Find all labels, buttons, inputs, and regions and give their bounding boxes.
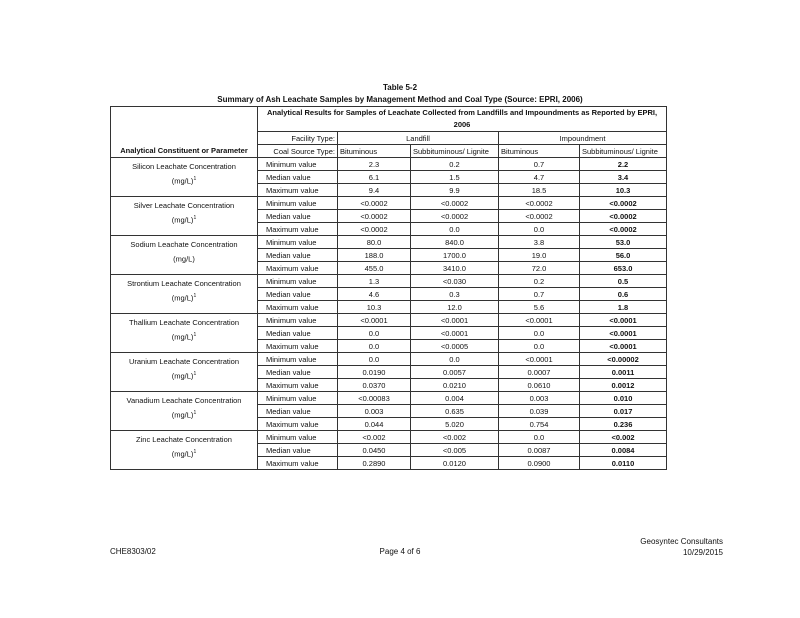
statistic-label: Maximum value bbox=[258, 340, 338, 353]
unit-text: (mg/L) bbox=[171, 176, 194, 186]
value-cell: 4.6 bbox=[338, 288, 411, 301]
value-cell: <0.0001 bbox=[580, 327, 667, 340]
value-cell: 0.003 bbox=[499, 392, 580, 405]
value-cell: 0.004 bbox=[411, 392, 499, 405]
statistic-label: Minimum value bbox=[258, 353, 338, 366]
value-cell: 0.0 bbox=[338, 340, 411, 353]
coal-source-label: Coal Source Type: bbox=[258, 145, 338, 158]
statistic-label: Median value bbox=[258, 444, 338, 457]
value-cell: <0.0002 bbox=[580, 197, 667, 210]
value-cell: <0.0002 bbox=[580, 210, 667, 223]
value-cell: 80.0 bbox=[338, 236, 411, 249]
value-cell: 0.754 bbox=[499, 418, 580, 431]
parameter-unit bbox=[113, 368, 255, 383]
value-cell: <0.0002 bbox=[411, 197, 499, 210]
value-cell: 10.3 bbox=[580, 184, 667, 197]
value-cell: 0.5 bbox=[580, 275, 667, 288]
value-cell: <0.0001 bbox=[411, 327, 499, 340]
statistic-label: Maximum value bbox=[258, 223, 338, 236]
value-cell: 0.0 bbox=[338, 353, 411, 366]
value-cell: 0.0084 bbox=[580, 444, 667, 457]
statistic-label: Minimum value bbox=[258, 158, 338, 171]
report-date: 10/29/2015 bbox=[682, 548, 723, 557]
value-cell: <0.0001 bbox=[580, 314, 667, 327]
value-cell: 0.0 bbox=[411, 223, 499, 236]
value-cell: 19.0 bbox=[499, 249, 580, 262]
statistic-label: Median value bbox=[258, 405, 338, 418]
value-cell: 0.0120 bbox=[411, 457, 499, 470]
value-cell: 4.7 bbox=[499, 171, 580, 184]
value-cell: 0.236 bbox=[580, 418, 667, 431]
value-cell: 0.0012 bbox=[580, 379, 667, 392]
value-cell: 0.7 bbox=[499, 288, 580, 301]
value-cell: <0.0001 bbox=[580, 340, 667, 353]
parameter-unit bbox=[113, 290, 255, 305]
unit-text: (mg/L) bbox=[171, 410, 194, 420]
value-cell: 0.2890 bbox=[338, 457, 411, 470]
value-cell: 5.6 bbox=[499, 301, 580, 314]
parameter-name: Vanadium Leachate Concentration bbox=[126, 396, 242, 405]
value-cell: 0.0 bbox=[499, 431, 580, 444]
statistic-label: Maximum value bbox=[258, 184, 338, 197]
value-cell: <0.0001 bbox=[499, 314, 580, 327]
document-id: CHE8303/02 bbox=[110, 547, 156, 556]
value-cell: 1700.0 bbox=[411, 249, 499, 262]
value-cell: <0.00083 bbox=[338, 392, 411, 405]
unit-text: (mg/L) bbox=[171, 371, 194, 381]
value-cell: 0.0 bbox=[499, 327, 580, 340]
unit-text: (mg/L) bbox=[171, 293, 194, 303]
value-cell: 2.2 bbox=[580, 158, 667, 171]
value-cell: 0.0087 bbox=[499, 444, 580, 457]
table-row bbox=[111, 314, 667, 327]
value-cell: <0.002 bbox=[411, 431, 499, 444]
unit-text: (mg/L) bbox=[171, 332, 194, 342]
value-cell: 0.010 bbox=[580, 392, 667, 405]
value-cell: 0.0610 bbox=[499, 379, 580, 392]
parameter-cell bbox=[111, 158, 258, 197]
value-cell: 0.3 bbox=[411, 288, 499, 301]
parameter-name: Sodium Leachate Concentration bbox=[130, 240, 238, 249]
value-cell: <0.0001 bbox=[338, 314, 411, 327]
table-title: Table 5-2 bbox=[382, 83, 418, 92]
footnote-marker: 1 bbox=[193, 332, 197, 338]
parameter-cell bbox=[111, 431, 258, 470]
statistic-label: Median value bbox=[258, 288, 338, 301]
value-cell: 6.1 bbox=[338, 171, 411, 184]
table-row bbox=[111, 197, 667, 210]
landfill-subbituminous-header: Subbituminous/ Lignite bbox=[411, 145, 499, 158]
value-cell: 0.0011 bbox=[580, 366, 667, 379]
company-name: Geosyntec Consultants bbox=[640, 537, 723, 546]
value-cell: 56.0 bbox=[580, 249, 667, 262]
value-cell: <0.0002 bbox=[580, 223, 667, 236]
value-cell: 0.0 bbox=[499, 223, 580, 236]
unit-text: (mg/L) bbox=[171, 449, 194, 459]
unit-text: (mg/L) bbox=[173, 254, 195, 264]
value-cell: 72.0 bbox=[499, 262, 580, 275]
parameter-unit bbox=[113, 329, 255, 344]
statistic-label: Median value bbox=[258, 249, 338, 262]
value-cell: 0.0 bbox=[499, 340, 580, 353]
page-number: Page 4 of 6 bbox=[379, 547, 421, 556]
value-cell: 0.0 bbox=[338, 327, 411, 340]
value-cell: <0.0001 bbox=[411, 314, 499, 327]
statistic-label: Maximum value bbox=[258, 262, 338, 275]
unit-text: (mg/L) bbox=[171, 215, 194, 225]
table-row bbox=[111, 431, 667, 444]
value-cell: 9.4 bbox=[338, 184, 411, 197]
statistic-label: Maximum value bbox=[258, 379, 338, 392]
parameter-name: Zinc Leachate Concentration bbox=[136, 435, 232, 444]
value-cell: 0.7 bbox=[499, 158, 580, 171]
table-row bbox=[111, 236, 667, 249]
leachate-table bbox=[110, 106, 667, 470]
parameter-unit bbox=[113, 446, 255, 461]
footnote-marker: 1 bbox=[193, 410, 197, 416]
value-cell: 0.0190 bbox=[338, 366, 411, 379]
value-cell: 0.0900 bbox=[499, 457, 580, 470]
value-cell: <0.0002 bbox=[411, 210, 499, 223]
value-cell: <0.0002 bbox=[499, 210, 580, 223]
statistic-label: Maximum value bbox=[258, 457, 338, 470]
value-cell: 1.8 bbox=[580, 301, 667, 314]
table-row bbox=[111, 275, 667, 288]
value-cell: <0.002 bbox=[338, 431, 411, 444]
value-cell: 0.039 bbox=[499, 405, 580, 418]
footnote-marker: 1 bbox=[193, 449, 197, 455]
parameter-cell bbox=[111, 275, 258, 314]
value-cell: 0.017 bbox=[580, 405, 667, 418]
parameter-name: Silver Leachate Concentration bbox=[133, 201, 235, 210]
impoundment-header: Impoundment bbox=[499, 132, 667, 145]
value-cell: 53.0 bbox=[580, 236, 667, 249]
facility-type-label: Facility Type: bbox=[258, 132, 338, 145]
statistic-label: Minimum value bbox=[258, 314, 338, 327]
footnote-marker: 1 bbox=[193, 293, 197, 299]
analytical-results-header: Analytical Results for Samples of Leachate Collected from Landfills and Impoundments as Reported by EPRI, 2006 bbox=[258, 107, 667, 132]
value-cell: 3.4 bbox=[580, 171, 667, 184]
statistic-label: Minimum value bbox=[258, 236, 338, 249]
value-cell: <0.0002 bbox=[338, 223, 411, 236]
parameter-name: Thallium Leachate Concentration bbox=[128, 318, 240, 327]
parameter-cell bbox=[111, 353, 258, 392]
value-cell: 0.0110 bbox=[580, 457, 667, 470]
landfill-bituminous-header: Bituminous bbox=[338, 145, 411, 158]
value-cell: 653.0 bbox=[580, 262, 667, 275]
value-cell: 0.0210 bbox=[411, 379, 499, 392]
value-cell: <0.0001 bbox=[499, 353, 580, 366]
value-cell: 188.0 bbox=[338, 249, 411, 262]
impoundment-subbituminous-header: Subbituminous/ Lignite bbox=[580, 145, 667, 158]
parameter-name: Uranium Leachate Concentration bbox=[128, 357, 240, 366]
value-cell: <0.0002 bbox=[338, 197, 411, 210]
statistic-label: Maximum value bbox=[258, 418, 338, 431]
value-cell: 0.0007 bbox=[499, 366, 580, 379]
value-cell: 0.0057 bbox=[411, 366, 499, 379]
statistic-label: Minimum value bbox=[258, 275, 338, 288]
value-cell: 10.3 bbox=[338, 301, 411, 314]
value-cell: <0.00002 bbox=[580, 353, 667, 366]
value-cell: 0.0 bbox=[411, 353, 499, 366]
value-cell: <0.030 bbox=[411, 275, 499, 288]
value-cell: 1.5 bbox=[411, 171, 499, 184]
parameter-cell bbox=[111, 197, 258, 236]
value-cell: 0.003 bbox=[338, 405, 411, 418]
parameter-name: Silicon Leachate Concentration bbox=[132, 162, 236, 171]
parameter-unit bbox=[113, 251, 255, 266]
table-subtitle: Summary of Ash Leachate Samples by Management Method and Coal Type (Source: EPRI, 2006) bbox=[217, 95, 583, 104]
statistic-label: Median value bbox=[258, 327, 338, 340]
value-cell: 12.0 bbox=[411, 301, 499, 314]
value-cell: <0.002 bbox=[580, 431, 667, 444]
statistic-label: Median value bbox=[258, 366, 338, 379]
value-cell: 0.635 bbox=[411, 405, 499, 418]
table-row bbox=[111, 353, 667, 366]
value-cell: 5.020 bbox=[411, 418, 499, 431]
statistic-label: Median value bbox=[258, 171, 338, 184]
value-cell: 0.044 bbox=[338, 418, 411, 431]
statistic-label: Median value bbox=[258, 210, 338, 223]
parameter-unit bbox=[113, 212, 255, 227]
value-cell: 9.9 bbox=[411, 184, 499, 197]
statistic-label: Maximum value bbox=[258, 301, 338, 314]
footnote-marker: 1 bbox=[193, 371, 197, 377]
value-cell: 455.0 bbox=[338, 262, 411, 275]
value-cell: 0.0370 bbox=[338, 379, 411, 392]
value-cell: 3.8 bbox=[499, 236, 580, 249]
table-row bbox=[111, 392, 667, 405]
constituent-header: Analytical Constituent or Parameter bbox=[111, 107, 258, 158]
value-cell: 840.0 bbox=[411, 236, 499, 249]
parameter-unit bbox=[113, 173, 255, 188]
value-cell: 0.0450 bbox=[338, 444, 411, 457]
value-cell: 1.3 bbox=[338, 275, 411, 288]
value-cell: 0.2 bbox=[411, 158, 499, 171]
value-cell: 3410.0 bbox=[411, 262, 499, 275]
statistic-label: Minimum value bbox=[258, 197, 338, 210]
value-cell: <0.005 bbox=[411, 444, 499, 457]
value-cell: <0.0002 bbox=[499, 197, 580, 210]
parameter-unit bbox=[113, 407, 255, 422]
value-cell: 0.6 bbox=[580, 288, 667, 301]
parameter-cell bbox=[111, 314, 258, 353]
value-cell: <0.0005 bbox=[411, 340, 499, 353]
value-cell: 0.2 bbox=[499, 275, 580, 288]
value-cell: <0.0002 bbox=[338, 210, 411, 223]
parameter-cell bbox=[111, 236, 258, 275]
landfill-header: Landfill bbox=[338, 132, 499, 145]
value-cell: 18.5 bbox=[499, 184, 580, 197]
footnote-marker: 1 bbox=[193, 215, 197, 221]
statistic-label: Minimum value bbox=[258, 392, 338, 405]
table-row bbox=[111, 158, 667, 171]
statistic-label: Minimum value bbox=[258, 431, 338, 444]
footnote-marker: 1 bbox=[193, 176, 197, 182]
parameter-cell bbox=[111, 392, 258, 431]
value-cell: 2.3 bbox=[338, 158, 411, 171]
parameter-name: Strontium Leachate Concentration bbox=[127, 279, 241, 288]
impoundment-bituminous-header: Bituminous bbox=[499, 145, 580, 158]
